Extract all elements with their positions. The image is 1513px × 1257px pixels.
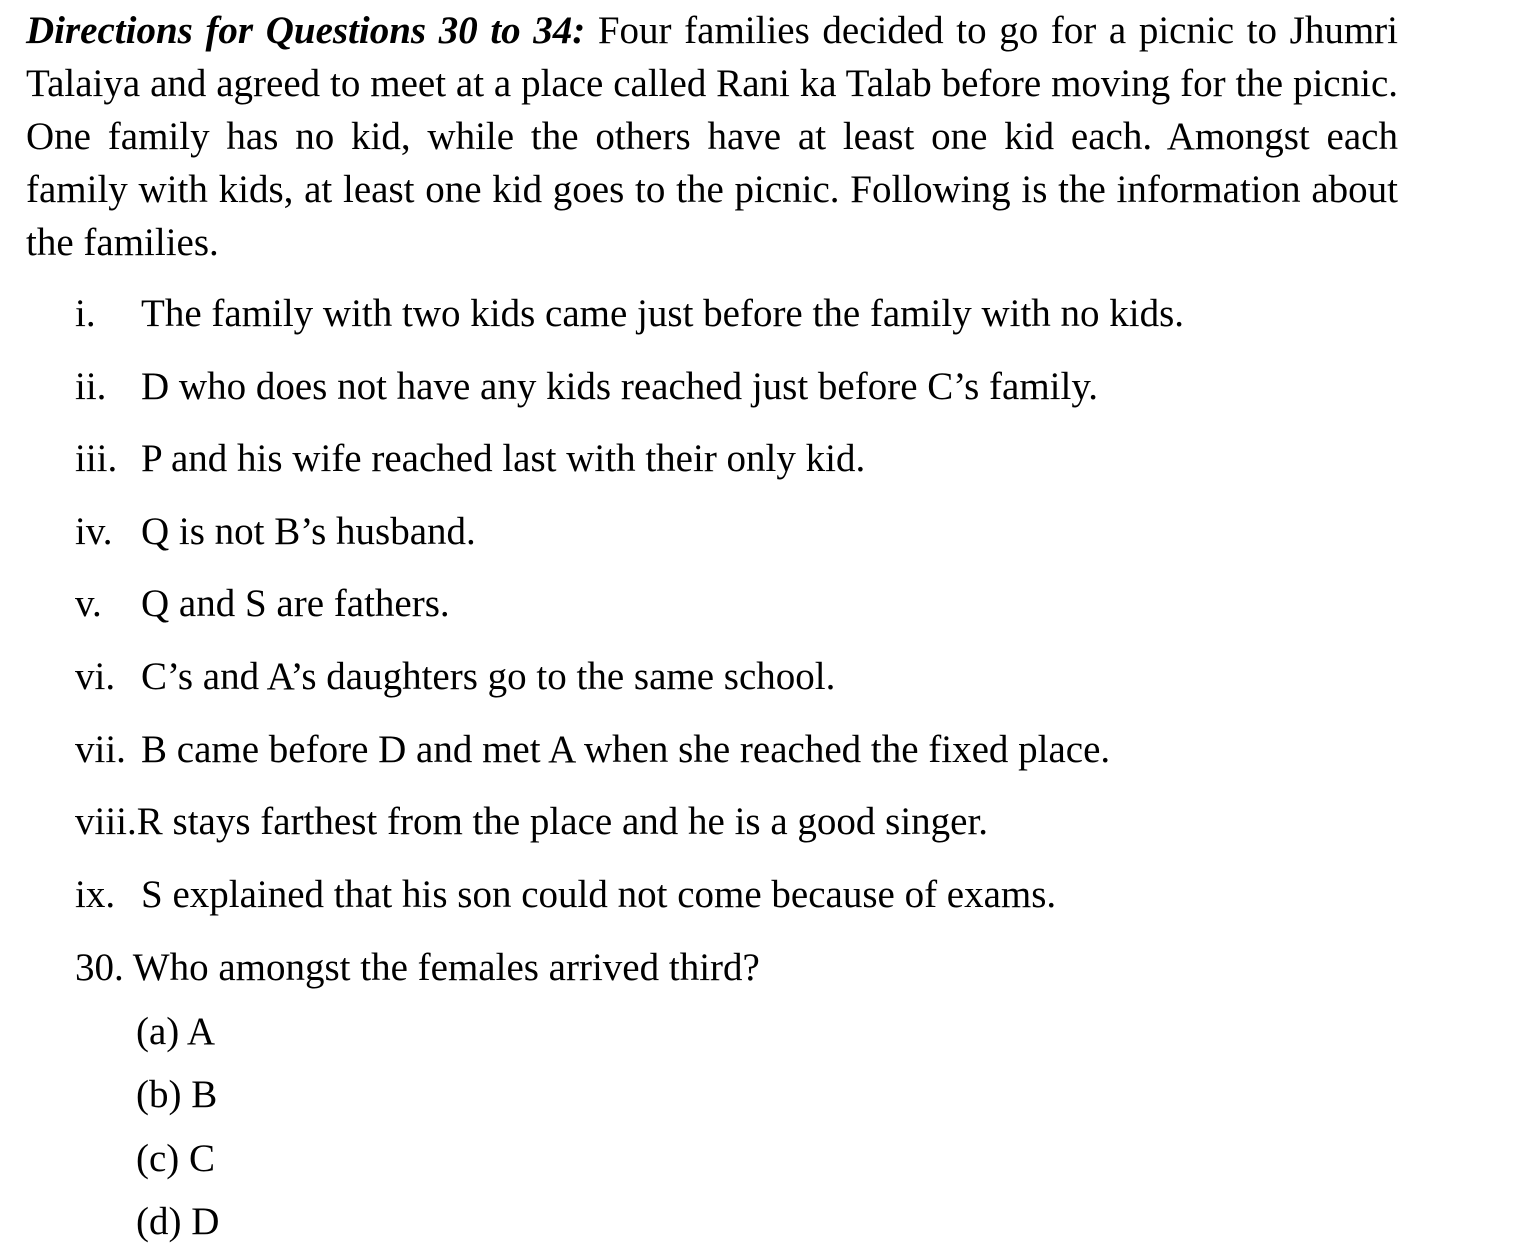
option-label: (b) [136, 1073, 182, 1117]
clue-item [75, 503, 1475, 576]
clue-marker: vii. [75, 727, 126, 771]
clue-item [75, 866, 1475, 939]
clue-marker: iv. [75, 509, 113, 553]
clue-text: Q and S are fathers. [141, 582, 450, 626]
directions-paragraph [26, 4, 1398, 269]
clue-marker: viii. [75, 800, 137, 844]
clue-text: P and his wife reached last with their only kid. [141, 437, 866, 481]
option-d [136, 1194, 219, 1257]
clue-text: Q is not B’s husband. [141, 509, 476, 553]
clue-item [75, 358, 1475, 431]
option-c [136, 1131, 219, 1194]
clue-text: B came before D and met A when she reached the fixed place. [141, 727, 1111, 771]
option-a [136, 1004, 219, 1067]
clue-item [75, 575, 1475, 648]
question-text: Who amongst the females arrived third? [132, 946, 760, 989]
option-label: (a) [136, 1010, 180, 1053]
option-text: C [189, 1136, 216, 1180]
clue-marker: iii. [75, 437, 118, 481]
clue-item [75, 793, 1475, 866]
directions-text: Four families decided to go for a picnic to Jhumri Talaiya and agreed to meet at a place called Rani ka Talab before moving for the picnic. One family has no kid, while the others have at least one kid each. Amongst each family with kids, at least one kid goes to the picnic. Following is the information about the families. [26, 9, 1398, 264]
clue-text: S explained that his son could not come because of exams. [141, 872, 1057, 916]
answer-options [136, 1004, 219, 1257]
option-b [136, 1067, 219, 1130]
question-number: 30. [75, 946, 124, 989]
option-label: (d) [136, 1199, 182, 1243]
clue-marker: i. [75, 292, 96, 335]
directions-lead: Directions for Questions 30 to 34: [26, 9, 586, 52]
option-label: (c) [136, 1136, 180, 1180]
question-30 [75, 940, 760, 996]
option-text: B [191, 1073, 218, 1117]
clue-text: The family with two kids came just before the family with no kids. [141, 292, 1185, 335]
clue-text: R stays farthest from the place and he is a good singer. [136, 800, 989, 844]
clue-item [75, 721, 1475, 794]
clue-marker: v. [75, 582, 102, 626]
option-text: D [191, 1199, 220, 1243]
clue-marker: vi. [75, 654, 116, 698]
clue-list [75, 285, 1475, 938]
option-text: A [186, 1010, 216, 1053]
clue-marker: ii. [75, 364, 107, 408]
clue-item [75, 648, 1475, 721]
clue-text: D who does not have any kids reached just before C’s family. [141, 364, 1099, 408]
clue-item [75, 430, 1475, 503]
clue-marker: ix. [75, 872, 116, 916]
clue-item [75, 285, 1475, 358]
clue-text: C’s and A’s daughters go to the same school. [141, 654, 836, 698]
